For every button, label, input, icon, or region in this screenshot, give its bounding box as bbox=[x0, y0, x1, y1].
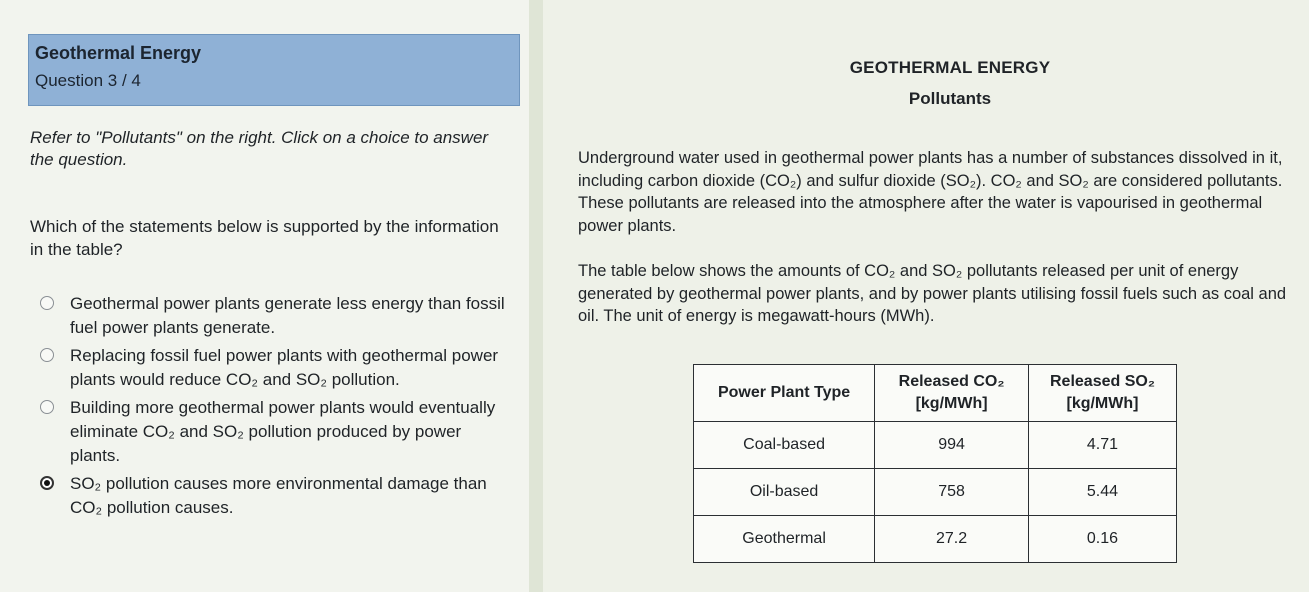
instruction-text: Refer to "Pollutants" on the right. Click on a choice to answer the question. bbox=[30, 128, 489, 169]
choice-option-3[interactable] bbox=[40, 396, 510, 468]
unit-title: Geothermal Energy bbox=[35, 43, 202, 63]
table-cell: 4.71 bbox=[1028, 422, 1176, 469]
table-cell: 27.2 bbox=[875, 516, 1029, 563]
choice-label: Replacing fossil fuel power plants with geothermal power plants would reduce CO₂ and SO₂ pollution. bbox=[70, 346, 499, 389]
choice-label: Building more geothermal power plants would eventually eliminate CO₂ and SO₂ pollution produced by power plants. bbox=[70, 398, 496, 465]
choice-option-1[interactable] bbox=[40, 292, 510, 340]
table-header-row bbox=[694, 365, 1177, 422]
radio-button-selected-icon[interactable] bbox=[40, 476, 54, 490]
table-cell: 758 bbox=[875, 469, 1029, 516]
table-cell: Coal-based bbox=[694, 422, 875, 469]
table-header-cell: Power Plant Type bbox=[694, 365, 875, 422]
question-header bbox=[28, 34, 520, 106]
table-cell: 994 bbox=[875, 422, 1029, 469]
table-row bbox=[694, 422, 1177, 469]
radio-button-icon[interactable] bbox=[40, 400, 54, 414]
table-cell: Oil-based bbox=[694, 469, 875, 516]
radio-button-icon[interactable] bbox=[40, 348, 54, 362]
question-text: Which of the statements below is supported by the information in the table? bbox=[30, 217, 499, 259]
left-panel bbox=[0, 0, 543, 592]
choice-label: Geothermal power plants generate less energy than fossil fuel power plants generate. bbox=[70, 294, 505, 337]
table-row bbox=[694, 469, 1177, 516]
table-cell: 5.44 bbox=[1028, 469, 1176, 516]
table-cell: 0.16 bbox=[1028, 516, 1176, 563]
stimulus-paragraph-1: Underground water used in geothermal power plants has a number of substances dissolved in it, including carbon dioxide (CO₂) and sulfur dioxide (SO₂). CO₂ and SO₂ are considered pollutants. These pollutants are released into the atmosphere after the water is vapourised in geothermal power plants. bbox=[578, 149, 1283, 235]
stimulus-subtitle: Pollutants bbox=[908, 89, 992, 108]
table-header-cell: Released SO₂ [kg/MWh] bbox=[1028, 365, 1176, 422]
stimulus-paragraph-2: The table below shows the amounts of CO₂ and SO₂ pollutants released per unit of energy generated by geothermal power plants, and by power plants utilising fossil fuels such as coal and oil. The unit of energy is megawatt-hours (MWh). bbox=[578, 262, 1287, 325]
answer-choices bbox=[40, 292, 510, 524]
radio-button-icon[interactable] bbox=[40, 296, 54, 310]
choice-option-2[interactable] bbox=[40, 344, 510, 392]
table-header-cell: Released CO₂ [kg/MWh] bbox=[875, 365, 1029, 422]
question-counter: Question 3 / 4 bbox=[35, 71, 141, 90]
pollutants-table bbox=[693, 364, 1177, 563]
table-row bbox=[694, 516, 1177, 563]
table-cell: Geothermal bbox=[694, 516, 875, 563]
choice-label: SO₂ pollution causes more environmental damage than CO₂ pollution causes. bbox=[70, 474, 487, 517]
choice-option-4[interactable] bbox=[40, 472, 510, 520]
stimulus-title: GEOTHERMAL ENERGY bbox=[849, 58, 1051, 77]
